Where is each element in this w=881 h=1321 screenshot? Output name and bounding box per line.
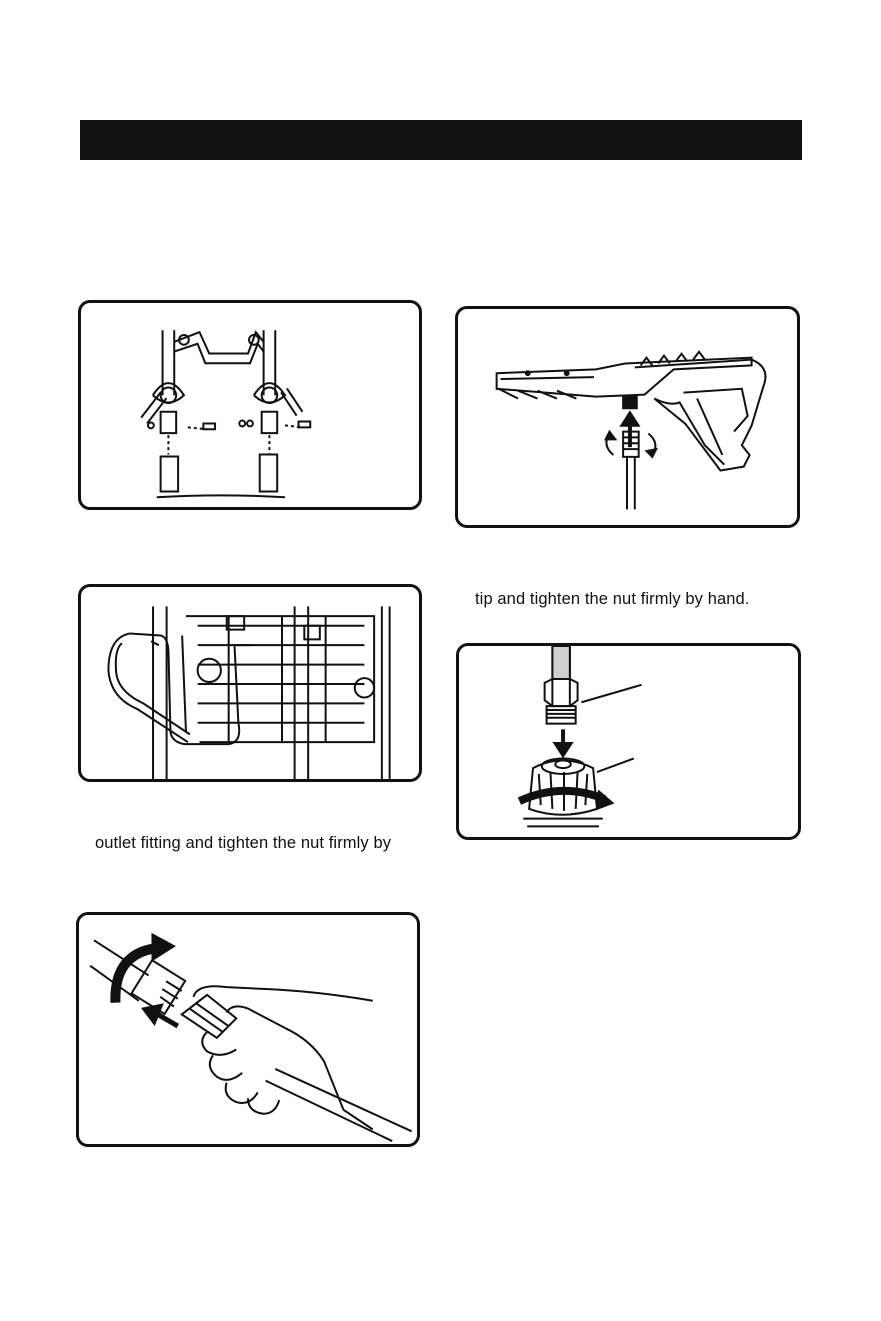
caption-nozzle-tip: tip and tighten the nut firmly by hand. — [475, 590, 750, 608]
frame-legs-drawing — [81, 303, 419, 507]
caption-hose-outlet: outlet fitting and tighten the nut firmly by — [95, 834, 392, 852]
illustration-nozzle-tip — [456, 643, 801, 840]
illustration-frame-legs — [78, 300, 422, 510]
hose-holder-drawing — [81, 587, 419, 779]
illustration-hose-connection — [76, 912, 420, 1147]
nozzle-tip-drawing — [459, 646, 798, 837]
section-header-bar — [80, 120, 802, 160]
hose-connection-drawing — [79, 915, 417, 1144]
illustration-spray-gun — [455, 306, 800, 528]
spray-gun-drawing — [458, 309, 797, 525]
illustration-hose-holder — [78, 584, 422, 782]
